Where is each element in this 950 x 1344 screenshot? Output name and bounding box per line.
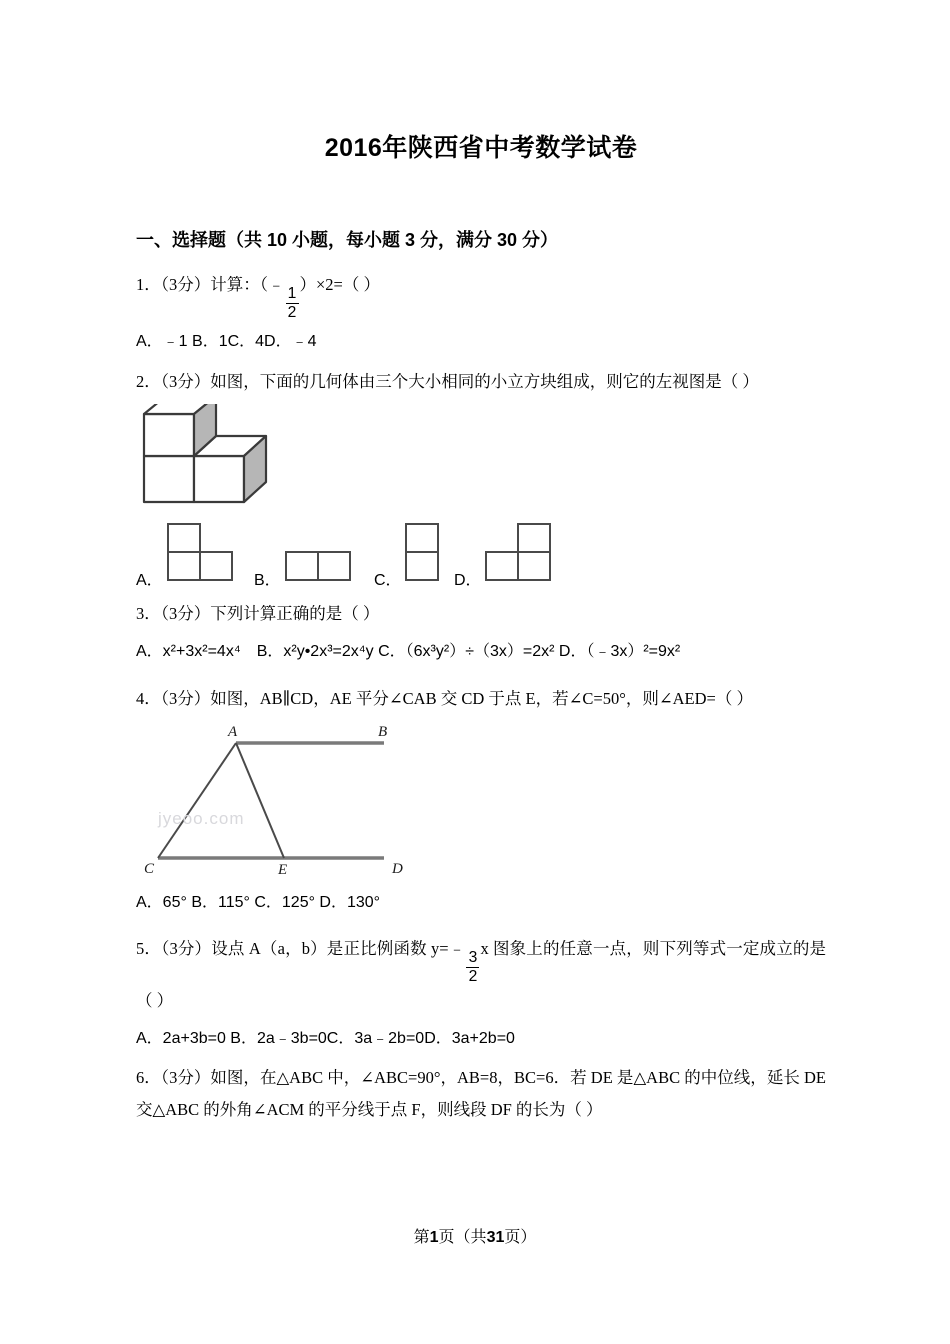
page-content [136, 0, 826, 1127]
geometry-label-A: A [228, 723, 238, 740]
question-5-number: 5． [136, 939, 162, 959]
question-2-option-b-label: B． [254, 572, 281, 590]
question-2-option-d-label: D． [454, 572, 482, 590]
question-3-options: A．x²+3x²=4x⁴ B．x²y•2x³=2x⁴y C．（6x³y²）÷（3x）=2x² D．（﹣3x）²=9x² [136, 643, 681, 661]
three-cubes-isometric-svg [136, 404, 336, 512]
fraction-denominator: 2 [468, 967, 478, 985]
question-4-stem: 如图，AB∥CD，AE 平分∠CAB 交 CD 于点 E，若∠C=50°，则∠AED=（ ） [210, 688, 753, 708]
question-2-option-d-figure[interactable] [484, 522, 564, 584]
footer-total-pages: 31 [486, 1229, 505, 1246]
question-1-fraction [286, 286, 299, 321]
question-1 [136, 269, 826, 320]
question-2-option-figures [136, 518, 826, 590]
question-5-marks: （3分） [161, 939, 212, 959]
question-1-stem-part-b: ）×2=（ ） [299, 275, 380, 294]
question-5-options: A．2a+3b=0 B．2a﹣3b=0C．3a﹣2b=0D．3a+2b=0 [136, 1029, 515, 1047]
question-2-stem: 如图，下面的几何体由三个大小相同的小立方块组成，则它的左视图是（ ） [210, 371, 759, 391]
footer-prefix: 第 [413, 1229, 430, 1246]
page-footer [0, 1224, 950, 1247]
question-4-geometry-figure [136, 721, 826, 881]
question-5 [136, 933, 826, 1017]
question-6-marks: （3分） [160, 1068, 211, 1088]
question-2-option-b-figure[interactable] [284, 522, 364, 584]
question-5-stem-part-a: 设点 A（a，b）是正比例函数 y=﹣ [211, 939, 466, 959]
question-2-option-a-figure[interactable] [166, 522, 246, 584]
geometry-label-C: C [144, 860, 155, 877]
question-4-options: A．65° B．115° C．125° D．130° [136, 893, 381, 911]
question-2 [136, 366, 826, 398]
question-2-marks: （3分） [160, 371, 211, 391]
question-5-fraction [466, 950, 479, 985]
question-2-solid-figure [136, 404, 826, 512]
question-3-number: 3． [136, 604, 161, 624]
page-title: 2016年陕西省中考数学试卷 [324, 134, 638, 162]
question-4 [136, 683, 826, 715]
question-4-marks: （3分） [160, 688, 211, 708]
question-3 [136, 598, 826, 630]
footer-suffix: 页） [504, 1229, 537, 1246]
fraction-denominator: 2 [287, 303, 297, 321]
question-5-stem-part-b: x 图象上的任意一点，则下列等式一定成立的是（ ） [136, 939, 827, 1010]
question-6-stem: 如图，在△ABC 中，∠ABC=90°，AB=8，BC=6．若 DE 是△ABC 的中位线，延长 DE 交△ABC 的外角∠ACM 的平分线于点 F，则线段 DF 的长为（ ） [136, 1068, 827, 1120]
question-2-option-a-label: A． [136, 572, 163, 590]
question-6 [136, 1062, 826, 1126]
question-1-marks: （3分） [160, 275, 211, 294]
geometry-label-B: B [378, 723, 388, 740]
question-2-number: 2． [136, 371, 161, 391]
geometry-label-E: E [278, 861, 288, 878]
question-4-number: 4． [136, 688, 161, 708]
question-1-options: A．﹣1 B．1C．4D．﹣4 [136, 333, 317, 351]
fraction-numerator: 3 [468, 948, 478, 966]
question-1-number: 1． [136, 275, 161, 294]
watermark-text: jyeoo.com [158, 808, 245, 828]
question-2-option-c-label: C． [374, 572, 402, 590]
question-6-number: 6． [136, 1068, 161, 1088]
geometry-label-D: D [392, 860, 403, 877]
question-3-marks: （3分） [160, 604, 211, 624]
footer-middle: 页（共 [438, 1229, 487, 1246]
section-heading-multiple-choice: 一、选择题（共 10 小题，每小题 3 分，满分 30 分） [136, 230, 559, 250]
parallel-lines-triangle-svg [136, 721, 456, 879]
question-1-stem-part-a: 计算：（﹣ [210, 275, 285, 294]
fraction-numerator: 1 [287, 284, 297, 302]
footer-page-number: 1 [429, 1229, 439, 1246]
question-3-stem: 下列计算正确的是（ ） [210, 604, 380, 624]
